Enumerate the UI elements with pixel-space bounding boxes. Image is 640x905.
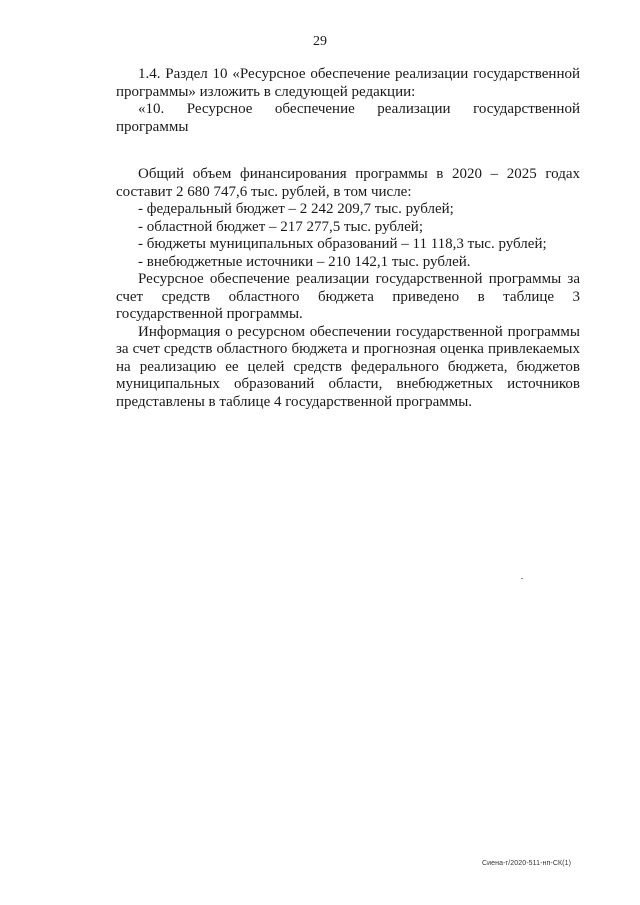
- scan-speck: [521, 578, 523, 579]
- blank-line: [116, 136, 580, 166]
- page-number: 29: [313, 34, 327, 49]
- section-heading: «10. Ресурсное обеспечение реализации государственной программы: [116, 101, 580, 135]
- funding-total-paragraph: Общий объем финансирования программы в 2020 – 2025 годах составит 2 680 747,6 тыс. рублей, в том числе:: [116, 166, 580, 200]
- list-item: - федеральный бюджет – 2 242 209,7 тыс. рублей;: [138, 201, 454, 217]
- funding-information-paragraph: Информация о ресурсном обеспечении государственной программы за счет средств областного бюджета и прогнозная оценка привлекаемых на реализацию ее целей средств федерального бюджета, бюджетов муниципальных образований области, внебюджетных источников представлены в таблице 4 государственной программы.: [116, 323, 580, 410]
- list-item: - бюджеты муниципальных образований – 11 118,3 тыс. рублей;: [138, 236, 547, 252]
- list-item: - областной бюджет – 217 277,5 тыс. рублей;: [138, 218, 423, 235]
- section-amendment-paragraph: 1.4. Раздел 10 «Ресурсное обеспечение реализации государственной программы» изложить в следующей редакции:: [116, 66, 580, 100]
- regional-budget-paragraph: Ресурсное обеспечение реализации государственной программы за счет средств областного бюджета приведено в таблице 3 государственной программы.: [116, 271, 580, 322]
- list-item: - внебюджетные источники – 210 142,1 тыс. рублей.: [138, 253, 471, 270]
- document-body: [116, 66, 580, 411]
- document-footer-code: Сиена-г/2020-511-нп-СК(1): [482, 860, 572, 867]
